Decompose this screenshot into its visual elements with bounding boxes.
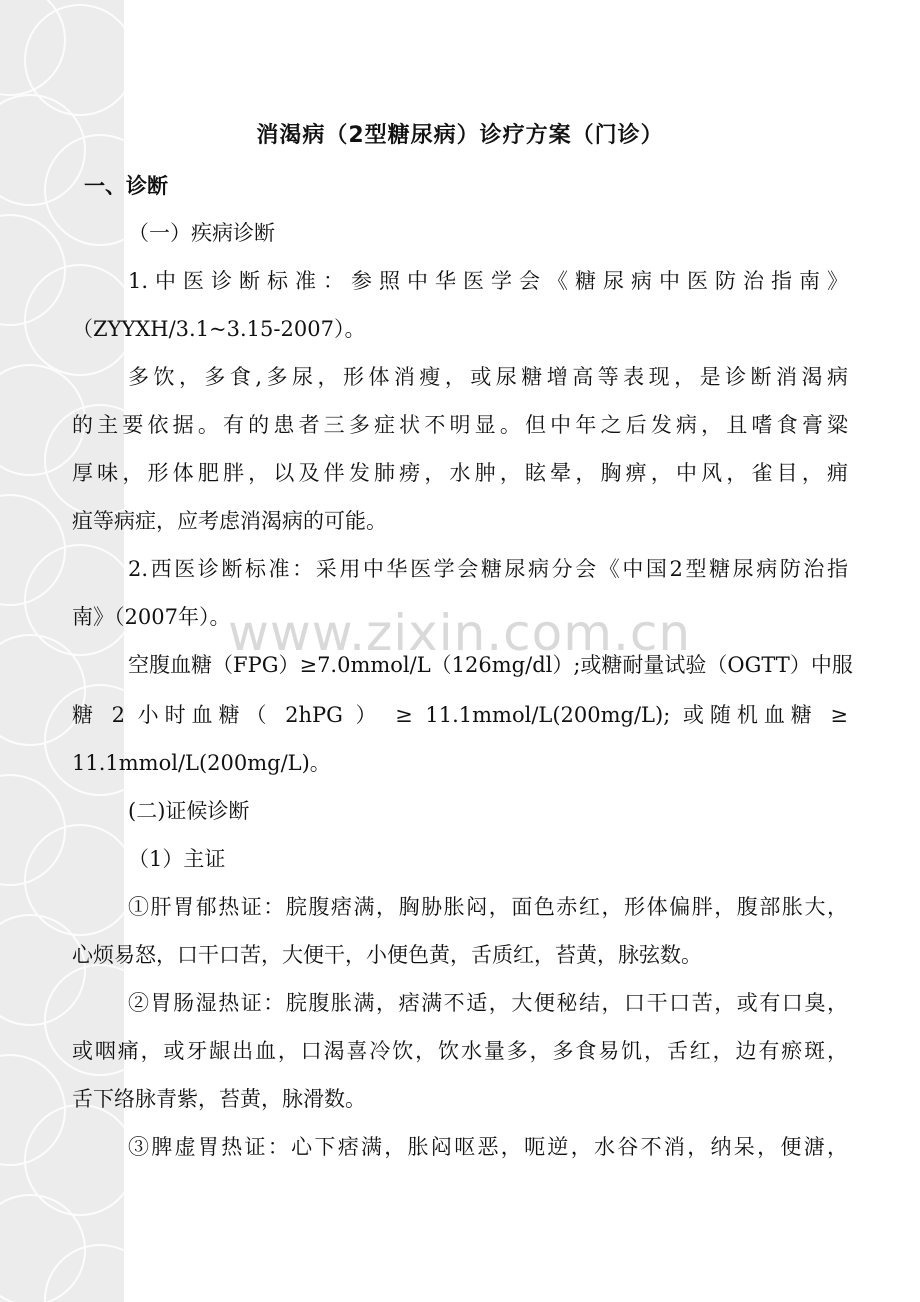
syndrome-2-line: 舌下络脉青紫，苔黄，脉滑数。 xyxy=(72,1087,366,1111)
tcm-standard-line: （ZYYXH/3.1~3.15-2007）。 xyxy=(72,317,366,341)
tcm-description-line: 的主要依据。有的患者三多症状不明显。但中年之后发病，且嗜食膏粱 xyxy=(72,413,848,437)
syndrome-2-line: ②胃肠湿热证：脘腹胀满，痞满不适，大便秘结，口干口苦，或有口臭， xyxy=(128,991,848,1015)
wm-standard-line: 2.西医诊断标准：采用中华医学会糖尿病分会《中国2型糖尿病防治指 xyxy=(128,557,848,581)
tcm-standard-line: 1.中医诊断标准：参照中华医学会《糖尿病中医防治指南》 xyxy=(128,269,848,293)
subheading-syndrome-diagnosis: (二)证候诊断 xyxy=(128,799,250,823)
wm-standard-line: 南》（2007年）。 xyxy=(72,605,231,629)
syndrome-2-line: 或咽痛，或牙龈出血，口渴喜冷饮，饮水量多，多食易饥，舌红，边有瘀斑， xyxy=(72,1039,848,1063)
subheading-main-syndrome: （1）主证 xyxy=(128,847,226,871)
tcm-description-line: 多饮，多食,多尿，形体消瘦，或尿糖增高等表现，是诊断消渴病 xyxy=(128,365,848,389)
glucose-criteria-line: 糖 2 小时血糖（ 2hPG ） ≥ 11.1mmol/L(200mg/L); 或随机血糖 ≥ xyxy=(72,703,848,727)
subheading-disease-diagnosis: （一）疾病诊断 xyxy=(128,221,275,245)
glucose-criteria-line: 11.1mmol/L(200mg/L)。 xyxy=(72,751,331,775)
tcm-description-line: 疽等病症，应考虑消渴病的可能。 xyxy=(72,509,387,533)
document-title: 消渴病（2型糖尿病）诊疗方案（门诊） xyxy=(256,123,664,148)
watermark: www.zixin.com.cn xyxy=(228,604,692,662)
syndrome-1-line: 心烦易怒，口干口苦，大便干，小便色黄，舌质红，苔黄，脉弦数。 xyxy=(72,943,702,967)
glucose-criteria-line: 空腹血糖（FPG）≥7.0mmol/L（126mg/dl）;或糖耐量试验（OGTT）中服 xyxy=(128,653,853,677)
tcm-description-line: 厚味，形体肥胖，以及伴发肺痨，水肿，眩晕，胸痹，中风，雀目，痈 xyxy=(72,461,848,485)
section-heading-diagnosis: 一、诊断 xyxy=(84,174,168,198)
syndrome-1-line: ①肝胃郁热证：脘腹痞满，胸胁胀闷，面色赤红，形体偏胖，腹部胀大， xyxy=(128,895,848,919)
syndrome-3-line: ③脾虚胃热证：心下痞满，胀闷呕恶，呃逆，水谷不消，纳呆，便溏， xyxy=(128,1135,848,1159)
